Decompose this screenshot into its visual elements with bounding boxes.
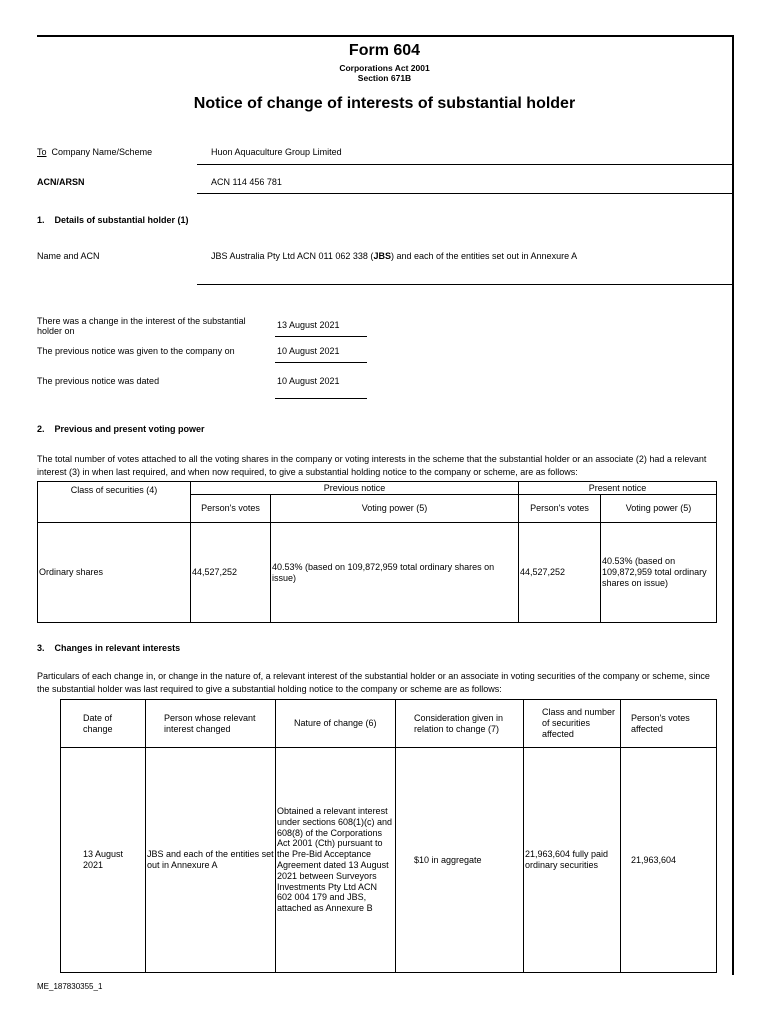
row-pres-votes: 44,527,252 xyxy=(519,523,601,623)
holder-name-label: Name and ACN xyxy=(37,251,100,261)
holder-name-text: JBS Australia Pty Ltd ACN 011 062 338 ( xyxy=(211,251,374,261)
consideration-cell: $10 in aggregate xyxy=(396,748,524,973)
votes-affected-header: Person's votes affected xyxy=(621,700,717,748)
company-name-underline xyxy=(197,164,734,165)
row-pres-power: 40.53% (based on 109,872,959 total ordinary shares on issue) xyxy=(601,523,717,623)
holder-short-name: JBS xyxy=(373,251,391,261)
prev-dated-underline xyxy=(275,398,367,399)
acn-label: ACN/ARSN xyxy=(37,177,85,187)
acn-value: ACN 114 456 781 xyxy=(211,177,282,187)
person-cell: JBS and each of the entities set out in Annexure A xyxy=(146,748,276,973)
pres-votes-header: Person's votes xyxy=(519,495,601,523)
previous-notice-header: Previous notice xyxy=(191,482,519,495)
voting-power-table xyxy=(37,481,717,623)
section2-intro: The total number of votes attached to all the voting shares in the company or voting interests in the scheme that the substantial holder or an associate (2) had a relevant interest (3) in when last required, and when now required, to give a substantial holding notice to the company or scheme, are as follows: xyxy=(37,454,707,477)
prev-given-label: The previous notice was given to the company on xyxy=(37,346,235,356)
prev-power-header: Voting power (5) xyxy=(271,495,519,523)
form-title: Form 604 xyxy=(348,42,421,59)
to-label: To xyxy=(37,147,47,157)
prev-dated-label: The previous notice was dated xyxy=(37,376,160,386)
prev-votes-header: Person's votes xyxy=(191,495,271,523)
change-date-label: There was a change in the interest of the substantial holder on xyxy=(37,316,246,337)
holder-name-tail: ) and each of the entities set out in Annexure A xyxy=(390,251,578,261)
change-date-underline xyxy=(275,336,367,337)
section1-heading xyxy=(37,215,189,225)
date-header: Date of change xyxy=(61,700,146,748)
consideration-header: Consideration given in relation to change (7) xyxy=(396,700,524,748)
change-date-cell: 13 August 2021 xyxy=(61,748,146,973)
top-border xyxy=(37,35,734,37)
document-id: ME_187830355_1 xyxy=(37,982,103,991)
section3-intro: Particulars of each change in, or change in the nature of, a relevant interest of the substantial holder or an associate in voting securities of the company or scheme, since the substantial holder was last required to give a substantial holding notice to the company or scheme are as follows: xyxy=(37,671,710,694)
right-border xyxy=(732,35,734,975)
section3-number: 3. xyxy=(37,643,45,653)
changes-table xyxy=(60,699,717,973)
row-prev-power: 40.53% (based on 109,872,959 total ordinary shares on issue) xyxy=(271,523,519,623)
section2-title: Previous and present voting power xyxy=(54,424,205,434)
nature-cell: Obtained a relevant interest under sections 608(1)(c) and 608(8) of the Corporations Act 2001 (Cth) pursuant to the Pre-Bid Acceptance Agreement dated 13 August 2021 between Surveyors Investments Pty Ltd ACN 602 004 179 and JBS, attached as Annexure B xyxy=(276,748,396,973)
section1-number: 1. xyxy=(37,215,45,225)
section3-heading xyxy=(37,643,180,653)
prev-dated-value: 10 August 2021 xyxy=(277,376,340,386)
form-act: Corporations Act 2001 xyxy=(339,63,430,73)
nature-header: Nature of change (6) xyxy=(276,700,396,748)
prev-given-value: 10 August 2021 xyxy=(277,346,340,356)
class-number-cell: 21,963,604 fully paid ordinary securities xyxy=(524,748,621,973)
person-header: Person whose relevant interest changed xyxy=(146,700,276,748)
company-name-label xyxy=(37,147,152,157)
form-section: Section 671B xyxy=(357,73,412,83)
prev-given-underline xyxy=(275,362,367,363)
class-number-header: Class and number of securities affected xyxy=(524,700,621,748)
holder-name-underline xyxy=(197,284,734,285)
company-scheme-label: Company Name/Scheme xyxy=(51,147,153,157)
section3-title: Changes in relevant interests xyxy=(54,643,181,653)
company-name-value: Huon Aquaculture Group Limited xyxy=(211,147,342,157)
acn-underline xyxy=(197,193,734,194)
present-notice-header: Present notice xyxy=(519,482,717,495)
section2-number: 2. xyxy=(37,424,45,434)
section2-heading xyxy=(37,424,205,434)
row-class: Ordinary shares xyxy=(38,523,191,623)
row-prev-votes: 44,527,252 xyxy=(191,523,271,623)
section1-title: Details of substantial holder (1) xyxy=(54,215,189,225)
holder-name-value xyxy=(211,251,577,261)
class-of-securities-header: Class of securities (4) xyxy=(38,482,191,523)
change-date-value: 13 August 2021 xyxy=(277,320,340,330)
pres-power-header: Voting power (5) xyxy=(601,495,717,523)
votes-affected-cell: 21,963,604 xyxy=(621,748,717,973)
notice-title: Notice of change of interests of substantial holder xyxy=(193,95,576,112)
